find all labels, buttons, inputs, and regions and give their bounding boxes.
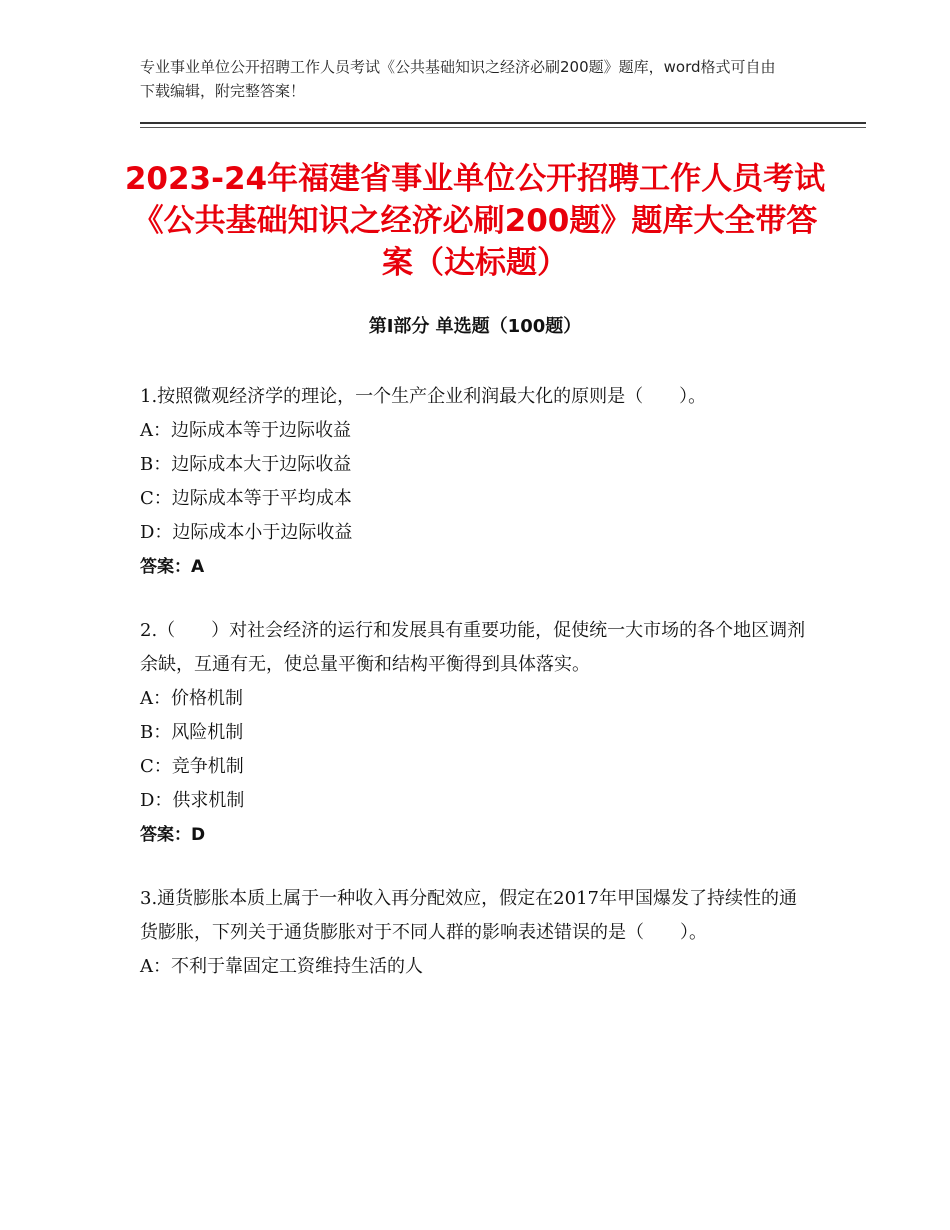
question-2 xyxy=(140,614,810,852)
option-b: B：边际成本大于边际收益 xyxy=(140,454,352,475)
option-c: C：边际成本等于平均成本 xyxy=(140,488,352,509)
document-title: 2023-24年福建省事业单位公开招聘工作人员考试《公共基础知识之经济必刷200题》题库大全带答案（达标题） xyxy=(124,161,826,281)
header-note: 专业事业单位公开招聘工作人员考试《公共基础知识之经济必刷200题》题库，word格式可自由下载编辑，附完整答案！ xyxy=(140,58,776,100)
option-a: A：边际成本等于边际收益 xyxy=(140,420,351,441)
answer: 答案：D xyxy=(140,825,206,845)
question-list xyxy=(140,380,810,1014)
header-rule-thick xyxy=(140,122,866,124)
question-stem: 2.（ ）对社会经济的运行和发展具有重要功能，促使统一大市场的各个地区调剂余缺，互通有无，使总量平衡和结构平衡得到具体落实。 xyxy=(140,620,806,675)
option-d: D：供求机制 xyxy=(140,790,245,811)
question-stem: 3.通货膨胀本质上属于一种收入再分配效应，假定在2017年甲国爆发了持续性的通货膨胀，下列关于通货膨胀对于不同人群的影响表述错误的是（ ）。 xyxy=(140,888,797,943)
option-a: A：不利于靠固定工资维持生活的人 xyxy=(140,956,423,977)
option-b: B：风险机制 xyxy=(140,722,244,743)
question-stem: 1.按照微观经济学的理论，一个生产企业利润最大化的原则是（ ）。 xyxy=(140,386,707,407)
option-c: C：竞争机制 xyxy=(140,756,244,777)
section-heading: 第Ⅰ部分 单选题（100题） xyxy=(368,316,582,337)
header-rule-thin xyxy=(140,127,866,128)
answer: 答案：A xyxy=(140,557,205,577)
question-3 xyxy=(140,882,810,984)
option-d: D：边际成本小于边际收益 xyxy=(140,522,353,543)
option-a: A：价格机制 xyxy=(140,688,243,709)
question-1 xyxy=(140,380,810,584)
